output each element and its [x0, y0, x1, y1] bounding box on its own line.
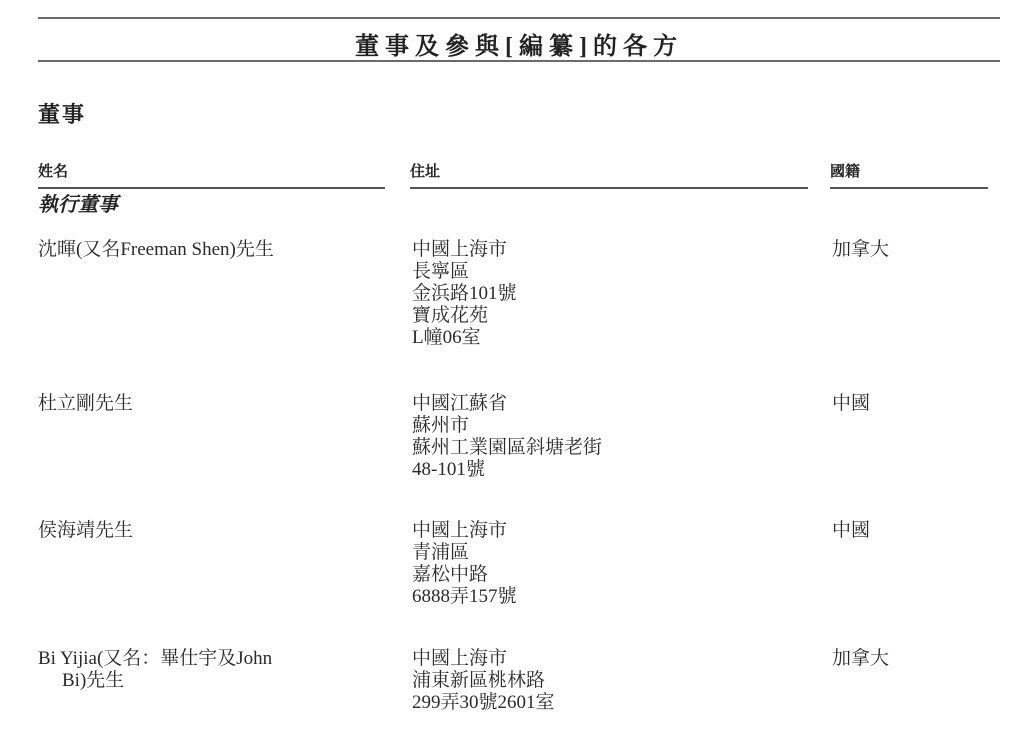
address-line: L幢06室	[412, 327, 481, 348]
header-address: 住址	[410, 160, 808, 189]
director-address	[412, 239, 812, 349]
director-nationality: 中國	[832, 520, 871, 541]
address-line: 中國上海市	[412, 648, 508, 669]
address-line: 青浦區	[412, 542, 470, 563]
address-line: 嘉松中路	[412, 564, 489, 585]
address-line: 長寧區	[412, 261, 470, 282]
name-line: Bi Yijia(又名：畢仕宇及John	[38, 648, 273, 669]
name-line: 沈暉(又名Freeman Shen)先生	[38, 239, 274, 260]
director-name	[38, 393, 378, 415]
section-heading: 董事	[38, 102, 87, 127]
address-line: 蘇州市	[412, 415, 470, 436]
director-nationality: 中國	[832, 393, 871, 414]
address-line: 浦東新區桃林路	[412, 670, 546, 691]
address-line: 中國江蘇省	[412, 393, 508, 414]
address-line: 金浜路101號	[412, 283, 517, 304]
header-nationality: 國籍	[830, 160, 988, 189]
director-name	[38, 648, 378, 692]
director-name	[38, 239, 378, 261]
address-line: 6888弄157號	[412, 586, 517, 607]
address-line: 中國上海市	[412, 239, 508, 260]
address-line: 48-101號	[412, 459, 485, 480]
header-name: 姓名	[38, 160, 385, 189]
address-line: 蘇州工業園區斜塘老街	[412, 437, 603, 458]
address-line: 299弄30號2601室	[412, 692, 555, 713]
director-name	[38, 520, 378, 542]
address-line: 寶成花苑	[412, 305, 489, 326]
name-line: 杜立剛先生	[38, 393, 134, 414]
director-nationality: 加拿大	[832, 648, 890, 669]
name-line: 侯海靖先生	[38, 520, 134, 541]
page-title: 董事及參與[編纂]的各方	[355, 34, 683, 60]
director-address	[412, 520, 812, 608]
director-nationality: 加拿大	[832, 239, 890, 260]
top-rule	[38, 17, 1000, 19]
address-line: 中國上海市	[412, 520, 508, 541]
title-bottom-rule	[38, 60, 1000, 62]
subsection-heading: 執行董事	[38, 194, 118, 216]
director-address	[412, 648, 812, 714]
director-address	[412, 393, 812, 481]
name-line: Bi)先生	[62, 670, 125, 691]
